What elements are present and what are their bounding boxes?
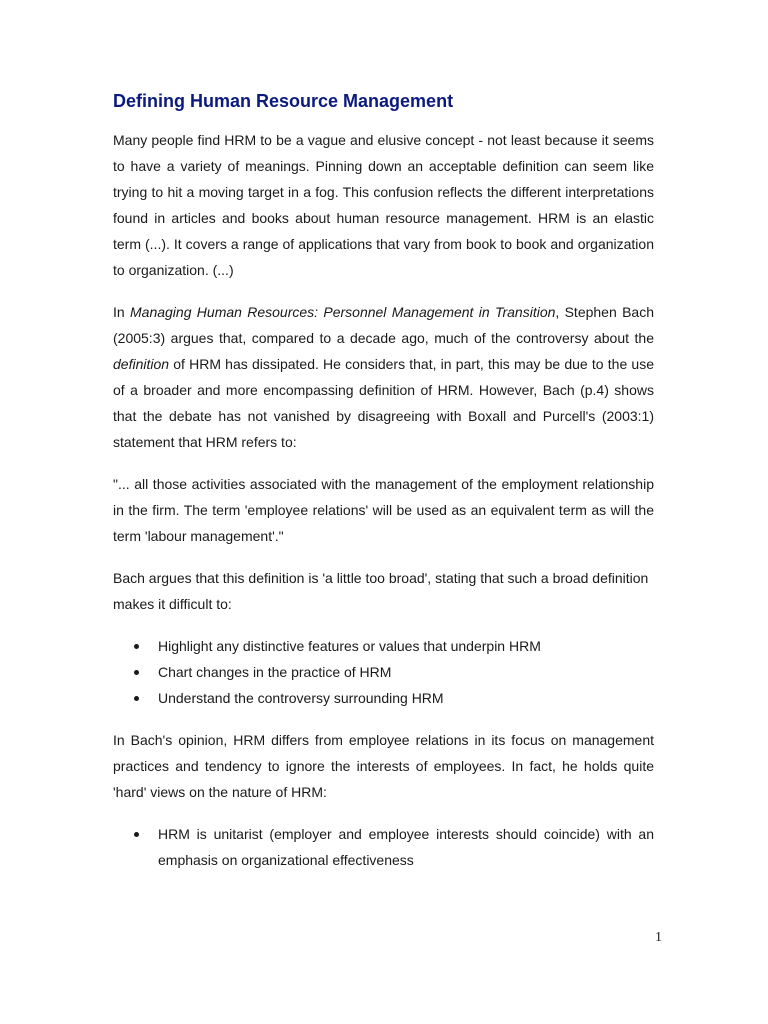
- list-item-text: Understand the controversy surrounding HRM: [158, 690, 444, 706]
- bullet-icon: [134, 670, 139, 675]
- page-title: Defining Human Resource Management: [113, 91, 454, 111]
- list-item-text: HRM is unitarist (employer and employee interests should coincide) with an emphasis on organizational effectiveness: [158, 826, 654, 868]
- book-title: Managing Human Resources: Personnel Management in Transition: [130, 304, 556, 320]
- bullet-icon: [134, 696, 139, 701]
- page-number: 1: [655, 930, 662, 945]
- broad-definition-paragraph: Bach argues that this definition is 'a little too broad', stating that such a broad definition makes it difficult to:: [113, 570, 649, 612]
- list-item-text: Highlight any distinctive features or values that underpin HRM: [158, 638, 541, 654]
- difficulty-list: [113, 633, 654, 711]
- list-item-text: Chart changes in the practice of HRM: [158, 664, 392, 680]
- opinion-paragraph: In Bach's opinion, HRM differs from employee relations in its focus on management practices and tendency to ignore the interests of employees. In fact, he holds quite 'hard' views on the nature of HRM:: [113, 732, 654, 800]
- bach-paragraph: [113, 299, 654, 455]
- list-item: [113, 821, 654, 873]
- list-item: [113, 685, 654, 711]
- quote-paragraph: "... all those activities associated with the management of the employment relationship in the firm. The term 'employee relations' will be used as an equivalent term as will the term 'labour management'.": [113, 476, 654, 544]
- bach-paragraph-text-1: In: [113, 304, 130, 320]
- list-item: [113, 633, 654, 659]
- intro-paragraph: Many people find HRM to be a vague and elusive concept - not least because it seems to have a variety of meanings. Pinning down an acceptable definition can seem like trying to hit a moving target in a fog. This confusion reflects the different interpretations found in articles and books about human resource management. HRM is an elastic term (...). It covers a range of applications that vary from book to book and organization to organization. (...): [113, 132, 654, 278]
- bullet-icon: [134, 832, 139, 837]
- bullet-icon: [134, 644, 139, 649]
- bach-paragraph-text-2: , Stephen Bach (2005:3) argues that, compared to a decade ago, much of the controversy about the: [113, 304, 654, 346]
- document-body: [113, 88, 654, 889]
- bach-paragraph-text-3: of HRM has dissipated. He considers that, in part, this may be due to the use of a broader and more encompassing definition of HRM. However, Bach (p.4) shows that the debate has not vanished by disagreeing with Boxall and Purcell's (2003:1) statement that HRM refers to:: [113, 356, 654, 450]
- list-item: [113, 659, 654, 685]
- emphasized-word: definition: [113, 356, 170, 372]
- hrm-views-list: [113, 821, 654, 873]
